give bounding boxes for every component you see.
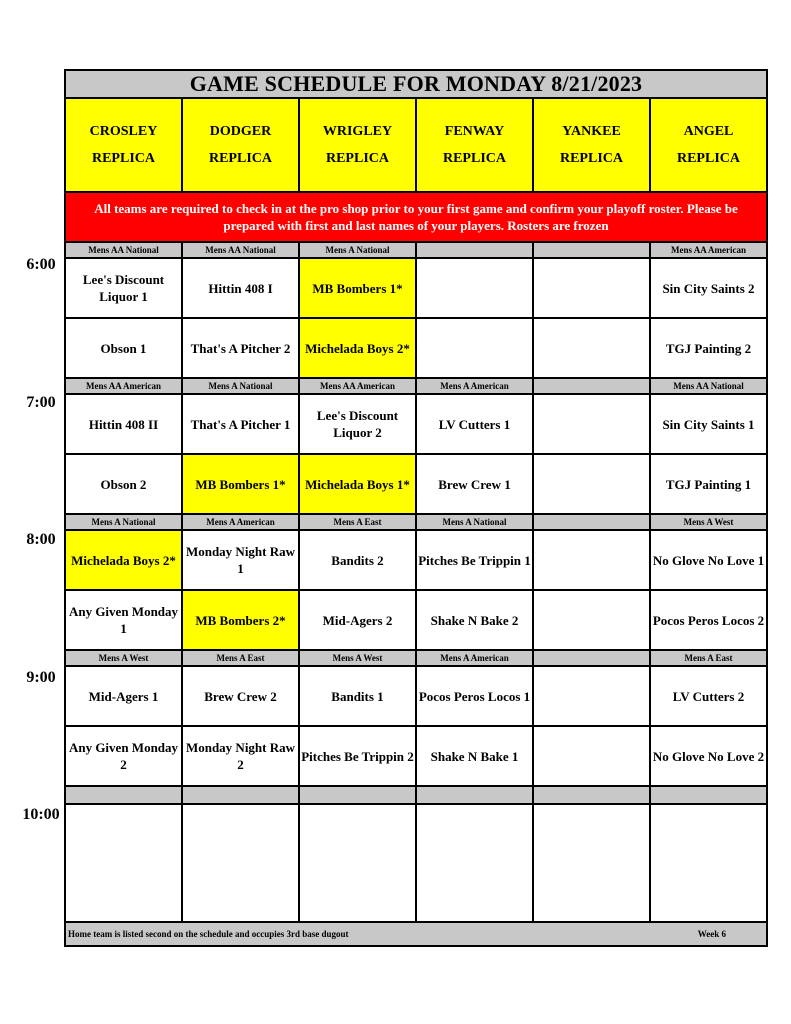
home-team: Shake N Bake 1 — [416, 726, 533, 786]
time-label-8: 8:00 — [26, 531, 56, 548]
division-label — [533, 242, 650, 258]
field-header-wrigley — [299, 98, 416, 192]
away-team — [416, 258, 533, 318]
division-label — [533, 650, 650, 666]
away-team: Pitches Be Trippin 1 — [416, 530, 533, 590]
division-label — [650, 786, 767, 804]
field-type: REPLICA — [91, 151, 155, 166]
division-label: Mens A East — [299, 514, 416, 530]
home-team: MB Bombers 1* — [182, 454, 299, 514]
footer-note: Home team is listed second on the schedule and occupies 3rd base dugout — [68, 929, 349, 939]
home-team: Obson 2 — [65, 454, 182, 514]
division-label: Mens AA National — [650, 378, 767, 394]
home-team: That's A Pitcher 2 — [182, 318, 299, 378]
division-label: Mens A East — [182, 650, 299, 666]
home-team: Any Given Monday 1 — [65, 590, 182, 650]
away-team: Lee's Discount Liquor 1 — [65, 258, 182, 318]
division-label: Mens AA National — [65, 242, 182, 258]
field-header-yankee — [533, 98, 650, 192]
division-label — [533, 786, 650, 804]
home-team: TGJ Painting 1 — [650, 454, 767, 514]
away-team: Hittin 408 II — [65, 394, 182, 454]
away-team: Bandits 2 — [299, 530, 416, 590]
division-label — [416, 786, 533, 804]
home-team: TGJ Painting 2 — [650, 318, 767, 378]
division-label: Mens A National — [65, 514, 182, 530]
away-team: Mid-Agers 1 — [65, 666, 182, 726]
division-label: Mens A American — [416, 650, 533, 666]
division-label: Mens AA American — [65, 378, 182, 394]
footer-bar — [65, 922, 767, 946]
home-team: Michelada Boys 1* — [299, 454, 416, 514]
home-team: MB Bombers 2* — [182, 590, 299, 650]
away-team: Pocos Peros Locos 1 — [416, 666, 533, 726]
home-team: Monday Night Raw 2 — [182, 726, 299, 786]
game-slot-empty — [299, 804, 416, 922]
game-slot-empty — [416, 804, 533, 922]
division-label: Mens A National — [416, 514, 533, 530]
home-team: Pocos Peros Locos 2 — [650, 590, 767, 650]
home-team — [533, 454, 650, 514]
field-header-crosley — [65, 98, 182, 192]
division-label — [182, 786, 299, 804]
home-team — [533, 726, 650, 786]
schedule-table — [64, 69, 768, 947]
field-type: REPLICA — [442, 151, 506, 166]
division-label — [416, 242, 533, 258]
away-team: Sin City Saints 1 — [650, 394, 767, 454]
field-header-dodger — [182, 98, 299, 192]
division-label: Mens A American — [416, 378, 533, 394]
division-label — [299, 786, 416, 804]
home-team: Any Given Monday 2 — [65, 726, 182, 786]
division-label — [533, 514, 650, 530]
away-team — [533, 258, 650, 318]
home-team: Michelada Boys 2* — [299, 318, 416, 378]
division-label: Mens A American — [182, 514, 299, 530]
checkin-notice: All teams are required to check in at the pro shop prior to your first game and confirm your playoff roster. Please be prepared with first and last names of your players. Rosters are frozen — [65, 192, 767, 242]
page-title: GAME SCHEDULE FOR MONDAY 8/21/2023 — [65, 70, 767, 98]
field-name: DODGER — [209, 124, 272, 139]
time-label-10: 10:00 — [22, 806, 60, 823]
field-type: REPLICA — [676, 151, 740, 166]
division-label: Mens A National — [182, 378, 299, 394]
field-name: CROSLEY — [89, 124, 158, 139]
away-team: Lee's Discount Liquor 2 — [299, 394, 416, 454]
time-label-9: 9:00 — [26, 669, 56, 686]
field-header-angel — [650, 98, 767, 192]
home-team: Brew Crew 1 — [416, 454, 533, 514]
home-team: Mid-Agers 2 — [299, 590, 416, 650]
game-slot-empty — [533, 804, 650, 922]
game-slot-empty — [182, 804, 299, 922]
away-team: Brew Crew 2 — [182, 666, 299, 726]
division-label: Mens A West — [650, 514, 767, 530]
division-label — [533, 378, 650, 394]
division-label: Mens A West — [299, 650, 416, 666]
home-team — [533, 590, 650, 650]
home-team: No Glove No Love 2 — [650, 726, 767, 786]
away-team: Bandits 1 — [299, 666, 416, 726]
away-team: Hittin 408 I — [182, 258, 299, 318]
game-slot-empty — [650, 804, 767, 922]
field-type: REPLICA — [559, 151, 623, 166]
week-label: Week 6 — [697, 929, 726, 939]
division-label — [65, 786, 182, 804]
away-team — [533, 666, 650, 726]
away-team: That's A Pitcher 1 — [182, 394, 299, 454]
away-team: Sin City Saints 2 — [650, 258, 767, 318]
home-team — [533, 318, 650, 378]
away-team: MB Bombers 1* — [299, 258, 416, 318]
time-label-6: 6:00 — [26, 256, 56, 273]
field-name: WRIGLEY — [322, 124, 393, 139]
field-type: REPLICA — [208, 151, 272, 166]
away-team — [533, 394, 650, 454]
home-team — [416, 318, 533, 378]
away-team: LV Cutters 2 — [650, 666, 767, 726]
home-team: Shake N Bake 2 — [416, 590, 533, 650]
field-header-fenway — [416, 98, 533, 192]
division-label: Mens A National — [299, 242, 416, 258]
division-label: Mens A West — [65, 650, 182, 666]
division-label: Mens AA National — [182, 242, 299, 258]
time-label-7: 7:00 — [26, 394, 56, 411]
division-label: Mens AA American — [650, 242, 767, 258]
away-team — [533, 530, 650, 590]
field-name: FENWAY — [444, 124, 505, 139]
away-team: No Glove No Love 1 — [650, 530, 767, 590]
division-label: Mens AA American — [299, 378, 416, 394]
field-type: REPLICA — [325, 151, 389, 166]
field-name: ANGEL — [683, 124, 734, 139]
away-team: LV Cutters 1 — [416, 394, 533, 454]
home-team: Pitches Be Trippin 2 — [299, 726, 416, 786]
field-name: YANKEE — [562, 124, 621, 139]
away-team: Michelada Boys 2* — [65, 530, 182, 590]
home-team: Obson 1 — [65, 318, 182, 378]
game-slot-empty — [65, 804, 182, 922]
division-label: Mens A East — [650, 650, 767, 666]
away-team: Monday Night Raw 1 — [182, 530, 299, 590]
